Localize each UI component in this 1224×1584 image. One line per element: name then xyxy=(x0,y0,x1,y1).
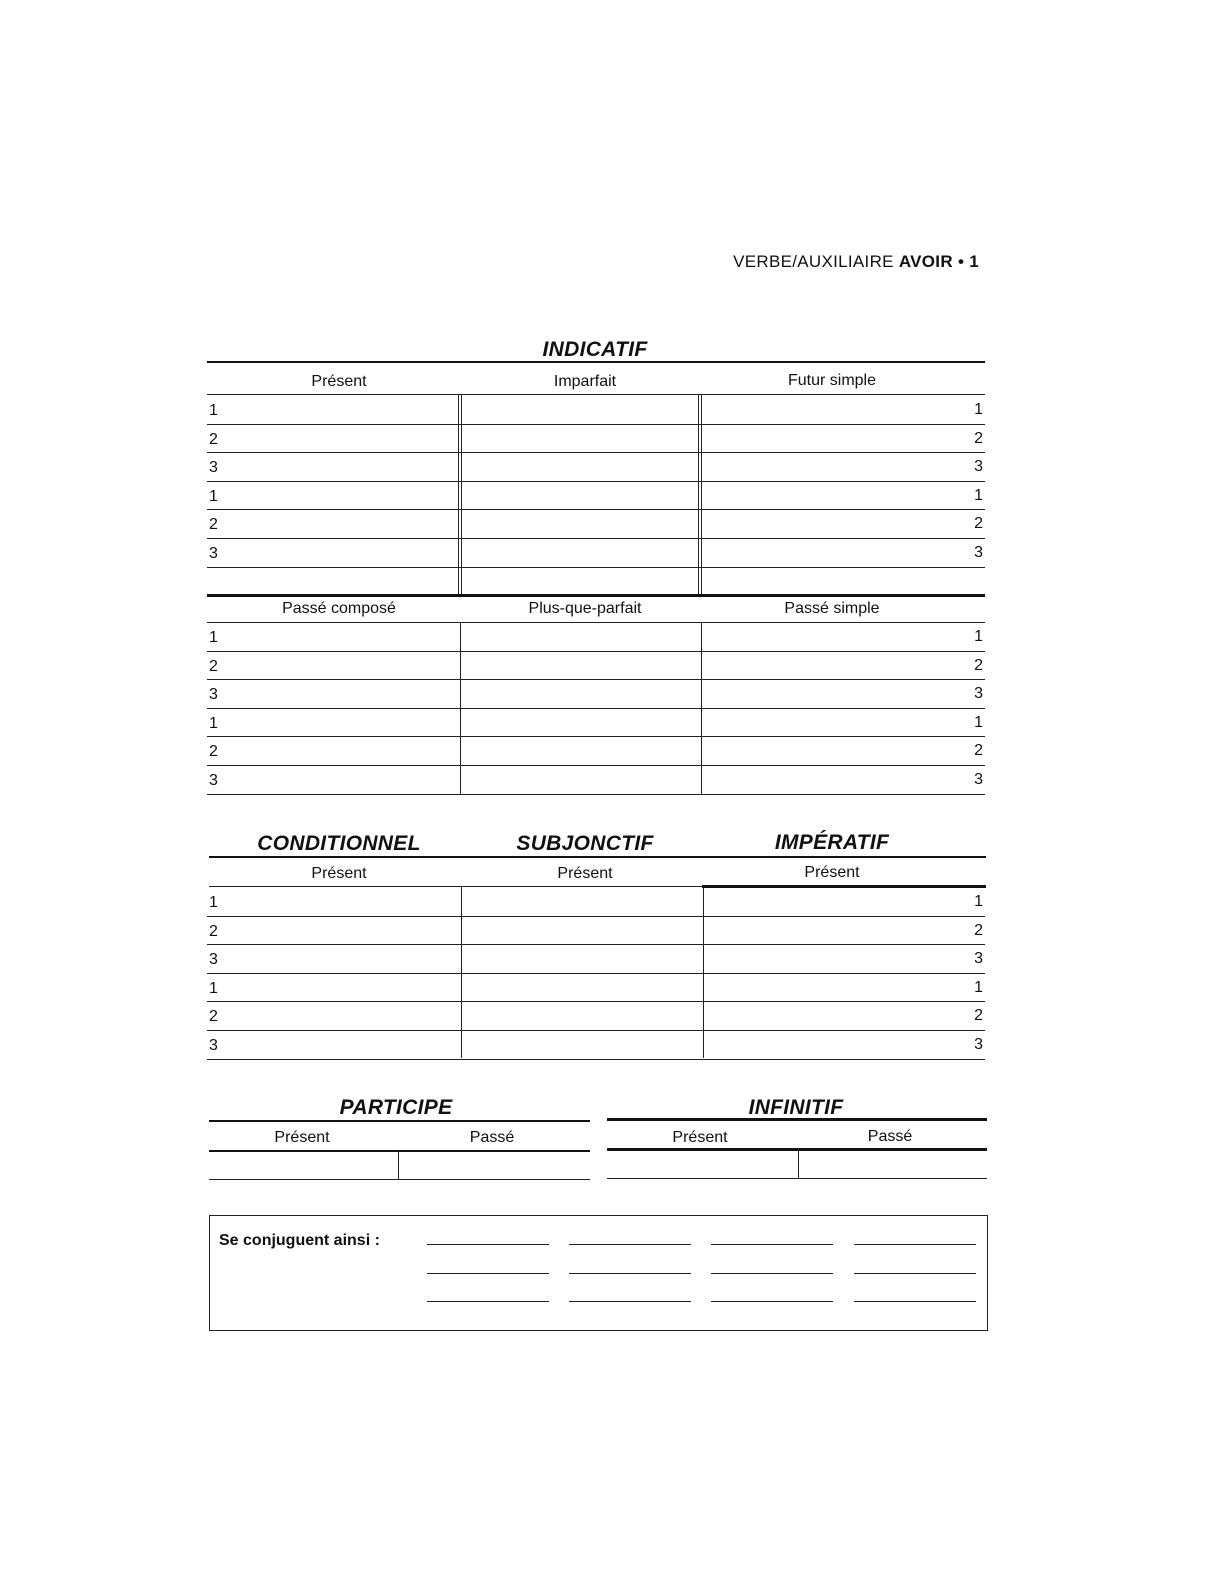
row-rule xyxy=(207,424,985,425)
fill-in-line xyxy=(854,1244,976,1245)
row-rule xyxy=(207,1001,985,1002)
row-rule xyxy=(207,973,985,974)
row-number-right: 3 xyxy=(974,544,983,561)
group2-top-rule xyxy=(207,594,985,596)
row-rule xyxy=(207,1059,985,1060)
fill-in-line xyxy=(854,1301,976,1302)
participe-title: PARTICIPE xyxy=(339,1096,453,1119)
row-number-left: 2 xyxy=(209,922,218,940)
infinitif-divider xyxy=(798,1150,799,1178)
row-rule xyxy=(207,509,985,510)
infinitif-header-rule xyxy=(607,1148,987,1151)
row-rule xyxy=(207,567,985,568)
col-head-infinitif-passe: Passé xyxy=(867,1128,913,1145)
row-number-right: 3 xyxy=(974,1036,983,1053)
row-number-left: 3 xyxy=(209,1037,218,1054)
fill-in-line xyxy=(569,1244,691,1245)
row-number-left: 1 xyxy=(209,894,218,911)
col-head-passe-simple: Passé simple xyxy=(784,600,880,617)
row-number-right: 2 xyxy=(974,742,983,760)
row-rule xyxy=(207,481,985,482)
conjugate-like-box xyxy=(209,1215,988,1331)
participe-divider xyxy=(398,1151,399,1179)
subjonctif-title: SUBJONCTIF xyxy=(516,832,654,855)
indicatif-title-rule xyxy=(207,361,985,363)
row-number-left: 3 xyxy=(209,545,218,562)
col-head-futur-simple: Futur simple xyxy=(787,372,877,389)
row-number-right: 2 xyxy=(974,429,983,447)
fill-in-line xyxy=(569,1273,691,1274)
row-number-left: 1 xyxy=(209,714,218,732)
row-number-right: 2 xyxy=(974,656,983,674)
header-prefix: VERBE/AUXILIAIRE xyxy=(733,252,894,271)
header-verb: AVOIR xyxy=(898,252,953,271)
row-number-right: 1 xyxy=(974,978,983,996)
infinitif-bottom-rule xyxy=(607,1178,987,1179)
infinitif-title-rule xyxy=(607,1118,987,1121)
imperatif-header-rule xyxy=(702,885,986,888)
fill-in-line xyxy=(427,1244,549,1245)
row-number-right: 2 xyxy=(974,921,983,939)
row-number-right: 3 xyxy=(974,771,983,788)
row-rule xyxy=(207,452,985,453)
participe-title-rule xyxy=(209,1120,590,1122)
row-number-right: 1 xyxy=(974,713,983,731)
col-head-passe-compose: Passé composé xyxy=(282,600,396,617)
col-head-plus-que-parfait: Plus-que-parfait xyxy=(528,600,642,617)
row-rule xyxy=(207,651,985,652)
row-number-right: 3 xyxy=(974,685,983,703)
col-head-participe-passe: Passé xyxy=(469,1129,515,1146)
row-number-right: 2 xyxy=(974,1007,983,1025)
fill-in-line xyxy=(711,1273,833,1274)
fill-in-line xyxy=(711,1244,833,1245)
infinitif-title: INFINITIF xyxy=(748,1096,844,1119)
col-head-participe-present: Présent xyxy=(274,1129,330,1146)
moods-header-rule xyxy=(209,886,702,887)
row-number-right: 3 xyxy=(974,950,983,968)
conditionnel-title: CONDITIONNEL xyxy=(257,832,421,855)
participe-header-rule xyxy=(209,1150,590,1152)
col-head-imparfait: Imparfait xyxy=(553,373,617,390)
row-rule xyxy=(207,679,985,680)
group2-header-rule xyxy=(207,622,985,623)
row-rule xyxy=(207,765,985,766)
row-rule xyxy=(207,794,985,795)
row-number-left: 2 xyxy=(209,430,218,448)
col-head-imperatif-present: Présent xyxy=(804,864,860,881)
col-head-conditionnel-present: Présent xyxy=(311,865,367,882)
row-number-right: 3 xyxy=(974,458,983,476)
moods-title-rule xyxy=(209,856,986,858)
group1-header-rule xyxy=(207,394,985,395)
row-number-left: 3 xyxy=(209,951,218,969)
header-number: 1 xyxy=(969,252,979,271)
row-number-right: 1 xyxy=(974,401,983,418)
row-number-left: 3 xyxy=(209,459,218,477)
row-number-left: 1 xyxy=(209,487,218,505)
row-number-left: 2 xyxy=(209,657,218,675)
row-number-left: 2 xyxy=(209,743,218,761)
fill-in-line xyxy=(427,1273,549,1274)
row-number-right: 1 xyxy=(974,628,983,645)
column-divider xyxy=(458,395,462,595)
col-head-infinitif-present: Présent xyxy=(672,1129,728,1146)
row-number-right: 1 xyxy=(974,893,983,910)
conjugate-like-label: Se conjuguent ainsi : xyxy=(219,1232,380,1249)
row-rule xyxy=(207,736,985,737)
row-number-left: 1 xyxy=(209,629,218,646)
imperatif-title: IMPÉRATIF xyxy=(774,831,890,854)
row-rule xyxy=(207,538,985,539)
indicatif-title: INDICATIF xyxy=(542,338,648,361)
row-number-right: 1 xyxy=(974,486,983,504)
row-number-left: 2 xyxy=(209,1008,218,1026)
participe-bottom-rule xyxy=(209,1179,590,1180)
page-header xyxy=(733,252,979,272)
fill-in-line xyxy=(711,1301,833,1302)
row-number-left: 1 xyxy=(209,979,218,997)
row-rule xyxy=(207,916,985,917)
fill-in-line xyxy=(569,1301,691,1302)
fill-in-line xyxy=(427,1301,549,1302)
row-number-left: 1 xyxy=(209,402,218,419)
column-divider xyxy=(698,395,702,595)
row-number-right: 2 xyxy=(974,515,983,533)
header-bullet: • xyxy=(957,252,965,271)
row-number-left: 3 xyxy=(209,686,218,704)
row-number-left: 3 xyxy=(209,772,218,789)
row-rule xyxy=(207,944,985,945)
row-rule xyxy=(207,1030,985,1031)
row-number-left: 2 xyxy=(209,516,218,534)
fill-in-line xyxy=(854,1273,976,1274)
col-head-present: Présent xyxy=(311,373,367,390)
col-head-subjonctif-present: Présent xyxy=(557,865,613,882)
row-rule xyxy=(207,708,985,709)
